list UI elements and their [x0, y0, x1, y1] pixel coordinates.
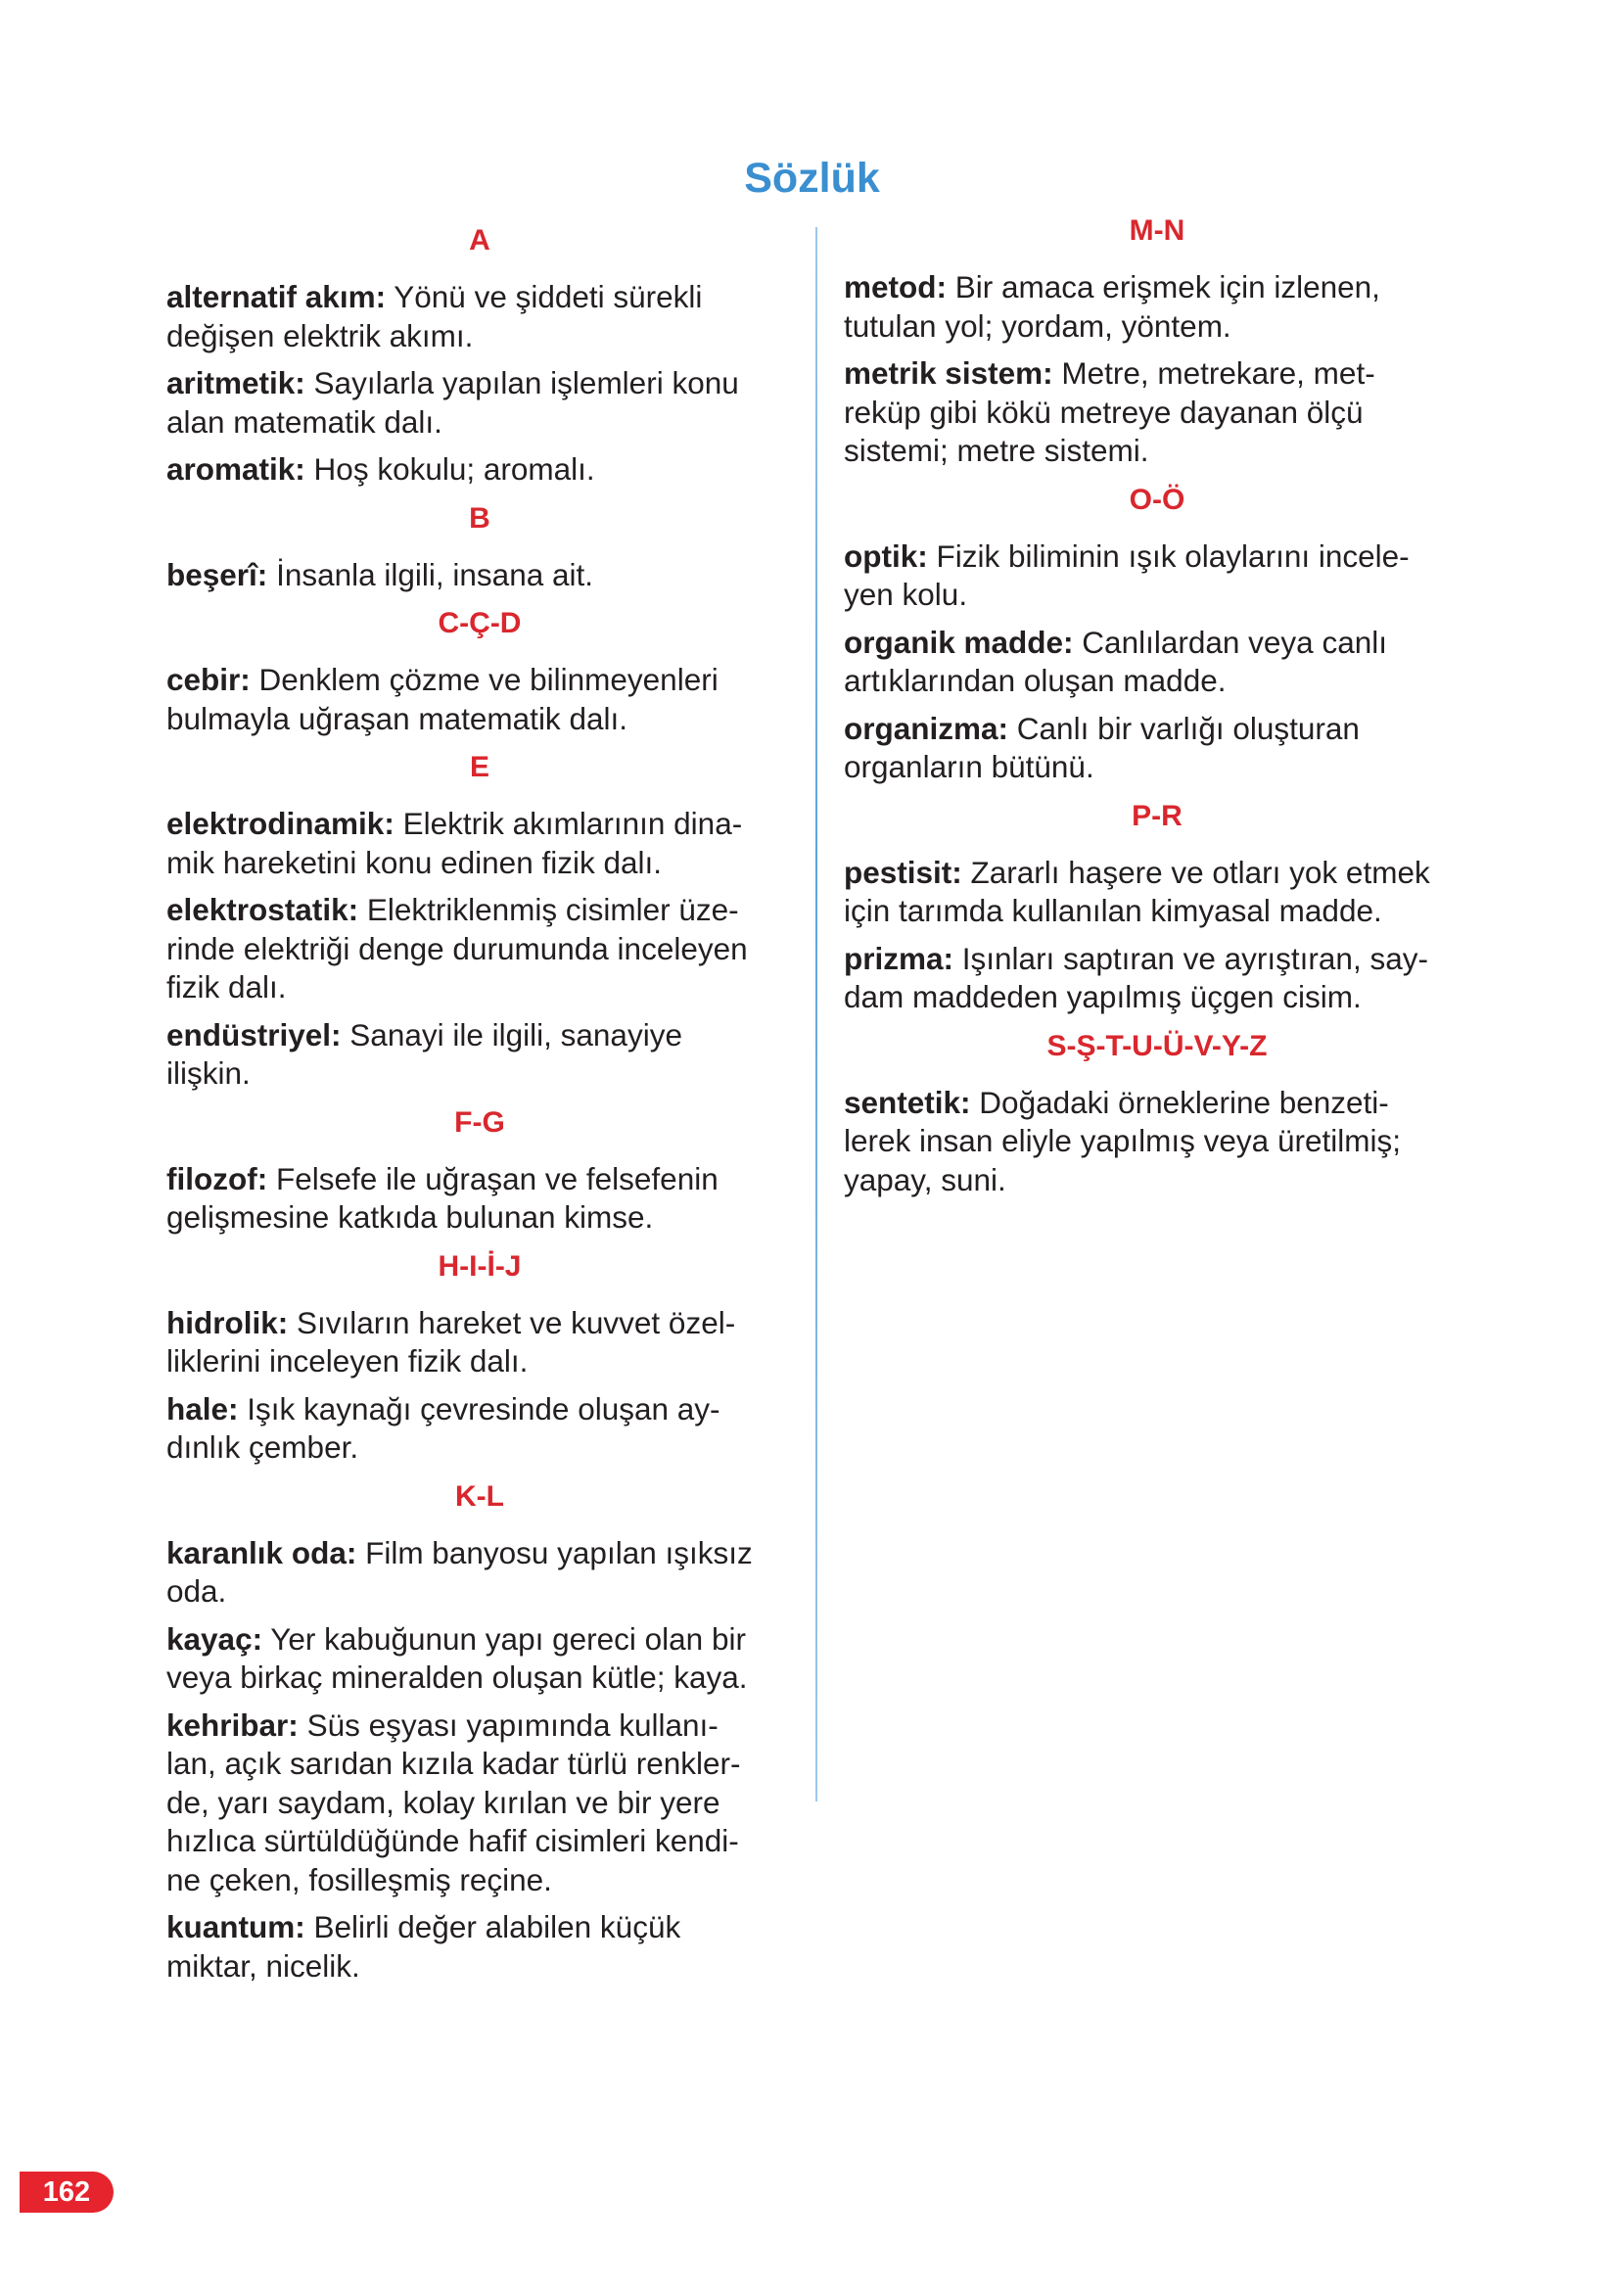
- glossary-entry: [166, 891, 793, 1007]
- column-divider: [815, 227, 817, 1801]
- glossary-entry: [844, 624, 1470, 701]
- glossary-definition: Canlı bir varlığı oluşturan: [1008, 710, 1360, 746]
- glossary-definition-line: fizik dalı.: [166, 969, 287, 1005]
- glossary-definition-line: hızlıca sürtüldüğünde hafif cisimleri kendi-: [166, 1823, 739, 1858]
- glossary-section: [166, 1105, 793, 1238]
- glossary-definition: Elektriklenmiş cisimler üze-: [358, 892, 739, 927]
- glossary-definition-line: organların bütünü.: [844, 749, 1094, 784]
- glossary-section: [166, 223, 793, 490]
- glossary-definition: Zararlı haşere ve otları yok etmek: [961, 854, 1430, 890]
- glossary-section: [166, 501, 793, 595]
- glossary-definition-line: gelişmesine katkıda bulunan kimse.: [166, 1199, 654, 1235]
- glossary-section: [844, 1029, 1470, 1200]
- glossary-entry: [844, 354, 1470, 471]
- glossary-entry: [166, 1160, 793, 1238]
- glossary-term: hidrolik:: [166, 1304, 289, 1340]
- glossary-entry: [844, 538, 1470, 615]
- glossary-entry: [166, 1390, 793, 1468]
- glossary-entry: [166, 1016, 793, 1094]
- glossary-definition-line: mik hareketini konu edinen fizik dalı.: [166, 844, 663, 880]
- glossary-entry: [166, 805, 793, 882]
- glossary-definition-line: için tarımda kullanılan kimyasal madde.: [844, 893, 1382, 928]
- page-title: Sözlük: [744, 155, 880, 202]
- glossary-section: [844, 799, 1470, 1017]
- glossary-definition-line: veya birkaç mineralden oluşan kütle; kaya.: [166, 1660, 748, 1695]
- glossary-definition: İnsanla ilgili, insana ait.: [267, 556, 594, 592]
- glossary-definition-line: alan matematik dalı.: [166, 403, 442, 440]
- page-number-badge: 162: [20, 2172, 114, 2213]
- glossary-definition-line: lerek insan eliyle yapılmış veya üretilmiş;: [844, 1123, 1401, 1158]
- section-letter-heading: F-G: [454, 1105, 505, 1139]
- glossary-entry: [844, 710, 1470, 787]
- left-column: [166, 223, 793, 1997]
- glossary-entry: [844, 268, 1470, 346]
- glossary-definition: Hoş kokulu; aromalı.: [304, 451, 595, 487]
- glossary-term: optik:: [844, 538, 928, 574]
- section-letter-heading: M-N: [1129, 214, 1185, 247]
- glossary-definition-line: bulmayla uğraşan matematik dalı.: [166, 700, 627, 736]
- glossary-section: [844, 483, 1470, 787]
- right-column: [844, 213, 1470, 1211]
- glossary-definition-line: oda.: [166, 1573, 227, 1609]
- glossary-definition: Belirli değer alabilen küçük: [304, 1909, 681, 1944]
- section-letter-heading: S-Ş-T-U-Ü-V-Y-Z: [1046, 1029, 1268, 1062]
- glossary-term: kuantum:: [166, 1909, 305, 1944]
- glossary-definition: Süs eşyası yapımında kullanı-: [298, 1707, 719, 1743]
- glossary-section: [844, 213, 1470, 471]
- glossary-definition: Yer kabuğunun yapı gereci olan bir: [262, 1620, 746, 1657]
- glossary-term: filozof:: [166, 1160, 268, 1196]
- glossary-definition: Yönü ve şiddeti sürekli: [386, 279, 703, 314]
- glossary-definition-line: yen kolu.: [844, 577, 968, 612]
- glossary-definition-line: dam maddeden yapılmış üçgen cisim.: [844, 979, 1362, 1014]
- glossary-definition-line: liklerini inceleyen fizik dalı.: [166, 1343, 529, 1379]
- glossary-term: beşerî:: [166, 556, 268, 592]
- section-letter-heading: E: [469, 751, 489, 783]
- glossary-term: organik madde:: [844, 624, 1074, 660]
- glossary-entry: [166, 364, 793, 442]
- glossary-definition-line: yapay, suni.: [844, 1161, 1006, 1197]
- glossary-entry: [844, 1084, 1470, 1200]
- glossary-term: elektrodinamik:: [166, 806, 394, 841]
- glossary-definition: Sıvıların hareket ve kuvvet özel-: [288, 1304, 736, 1340]
- glossary-definition: Felsefe ile uğraşan ve felsefenin: [267, 1160, 719, 1196]
- glossary-term: aritmetik:: [166, 365, 305, 400]
- glossary-term: cebir:: [166, 662, 251, 697]
- glossary-entry: [166, 1304, 793, 1381]
- glossary-definition: Işınları saptıran ve ayrıştıran, say-: [953, 940, 1428, 976]
- section-letter-heading: P-R: [1132, 799, 1183, 832]
- glossary-definition-line: rinde elektriği denge durumunda inceleyen: [166, 930, 748, 966]
- glossary-entry: [166, 278, 793, 355]
- glossary-definition: Metre, metrekare, met-: [1052, 355, 1375, 391]
- glossary-entry: [166, 1707, 793, 1900]
- glossary-entry: [166, 1620, 793, 1698]
- glossary-definition: Fizik biliminin ışık olaylarını incele-: [927, 538, 1410, 574]
- glossary-term: endüstriyel:: [166, 1016, 342, 1052]
- glossary-definition: Elektrik akımlarının dina-: [394, 806, 743, 841]
- glossary-entry: [166, 661, 793, 738]
- section-letter-heading: O-Ö: [1129, 483, 1185, 516]
- glossary-definition: Sanayi ile ilgili, sanayiye: [341, 1016, 682, 1052]
- section-letter-heading: K-L: [455, 1479, 504, 1513]
- glossary-definition-line: artıklarından oluşan madde.: [844, 663, 1227, 698]
- glossary-term: pestisit:: [844, 854, 962, 890]
- glossary-section: [166, 1249, 793, 1468]
- glossary-definition: Doğadaki örneklerine benzeti-: [970, 1084, 1389, 1120]
- glossary-definition-line: miktar, nicelik.: [166, 1947, 360, 1984]
- glossary-term: karanlık oda:: [166, 1534, 357, 1570]
- glossary-term: metrik sistem:: [844, 355, 1053, 391]
- glossary-definition-line: lan, açık sarıdan kızıla kadar türlü renkler-: [166, 1746, 741, 1781]
- glossary-term: kehribar:: [166, 1707, 299, 1743]
- section-letter-heading: H-I-İ-J: [438, 1249, 522, 1283]
- glossary-entry: [166, 1908, 793, 1986]
- glossary-term: aromatik:: [166, 451, 305, 487]
- glossary-entry: [844, 940, 1470, 1017]
- glossary-term: alternatif akım:: [166, 279, 387, 314]
- glossary-definition: Bir amaca erişmek için izlenen,: [947, 269, 1380, 304]
- section-letter-heading: B: [469, 501, 490, 535]
- glossary-definition-line: sistemi; metre sistemi.: [844, 433, 1149, 468]
- section-letter-heading: A: [469, 224, 490, 257]
- glossary-definition-line: de, yarı saydam, kolay kırılan ve bir yere: [166, 1784, 720, 1820]
- glossary-definition-line: ne çeken, fosilleşmiş reçine.: [166, 1861, 552, 1897]
- glossary-definition-line: tutulan yol; yordam, yöntem.: [844, 307, 1231, 344]
- glossary-term: organizma:: [844, 710, 1009, 746]
- glossary-section: [166, 750, 793, 1094]
- glossary-definition-line: değişen elektrik akımı.: [166, 317, 474, 353]
- glossary-definition-line: dınlık çember.: [166, 1429, 359, 1465]
- glossary-term: kayaç:: [166, 1620, 263, 1657]
- glossary-term: metod:: [844, 269, 947, 304]
- glossary-term: elektrostatik:: [166, 892, 359, 927]
- glossary-definition: Film banyosu yapılan ışıksız: [356, 1534, 753, 1570]
- glossary-entry: [166, 450, 793, 490]
- glossary-definition: Canlılardan veya canlı: [1073, 624, 1387, 660]
- glossary-section: [166, 606, 793, 738]
- glossary-definition: Sayılarla yapılan işlemleri konu: [304, 365, 739, 400]
- glossary-section: [166, 1479, 793, 1987]
- glossary-definition-line: reküp gibi kökü metreye dayanan ölçü: [844, 394, 1364, 430]
- glossary-entry: [166, 556, 793, 595]
- glossary-entry: [844, 854, 1470, 931]
- glossary-definition: Denklem çözme ve bilinmeyenleri: [250, 662, 719, 697]
- glossary-entry: [166, 1534, 793, 1612]
- glossary-term: prizma:: [844, 940, 954, 976]
- glossary-definition: Işık kaynağı çevresinde oluşan ay-: [238, 1390, 720, 1426]
- section-letter-heading: C-Ç-D: [438, 607, 522, 639]
- glossary-term: hale:: [166, 1390, 239, 1426]
- glossary-term: sentetik:: [844, 1084, 971, 1120]
- glossary-definition-line: ilişkin.: [166, 1055, 251, 1091]
